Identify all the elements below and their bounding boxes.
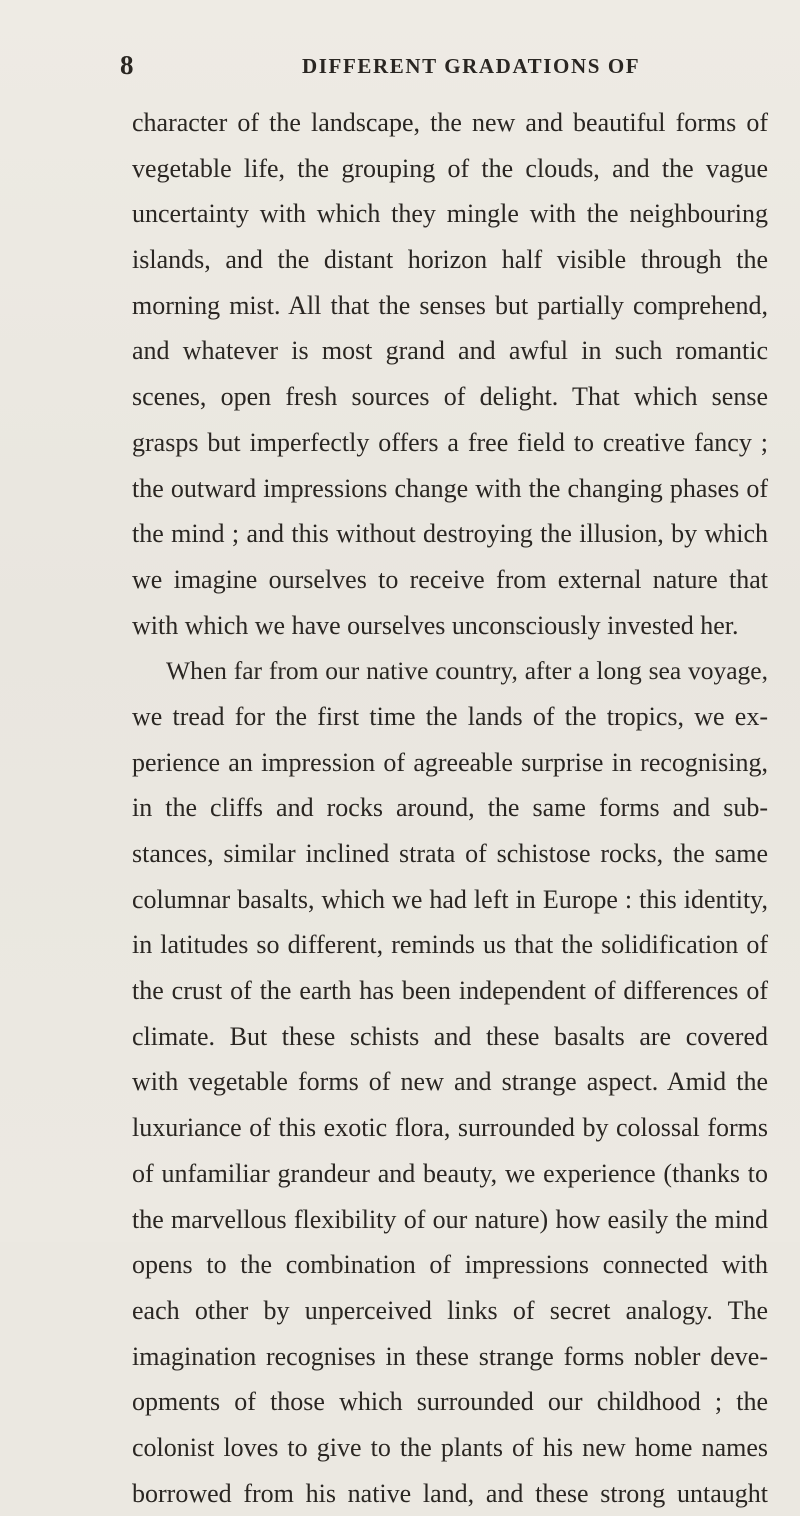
text-line: the marvellous flexibility of our nature) how easily the mind xyxy=(132,1204,768,1234)
running-title: DIFFERENT GRADATIONS OF xyxy=(302,54,641,78)
text-line: scenes, open fresh sources of delight. That which sense xyxy=(132,382,768,412)
text-line: uncertainty with which they mingle with the neighbouring xyxy=(132,199,768,229)
text-line: imagination recognises in these strange forms nobler deve- xyxy=(132,1341,768,1371)
text-line: with vegetable forms of new and strange aspect. Amid the xyxy=(132,1067,768,1097)
text-line: and whatever is most grand and awful in such romantic xyxy=(132,336,768,366)
text-line: stances, similar inclined strata of schistose rocks, the same xyxy=(132,839,768,868)
body-text xyxy=(132,100,768,1516)
text-line: opens to the combination of impressions connected with xyxy=(132,1250,768,1280)
text-line: islands, and the distant horizon half visible through the xyxy=(132,245,768,275)
text-line: opments of those which surrounded our childhood ; the xyxy=(132,1387,768,1417)
text-line: climate. But these schists and these basalts are covered xyxy=(132,1021,768,1051)
text-line: the mind ; and this without destroying the illusion, by which xyxy=(132,519,768,549)
text-line: columnar basalts, which we had left in Europe : this identity, xyxy=(132,884,768,914)
text-line: character of the landscape, the new and beautiful forms of xyxy=(132,108,768,137)
text-line: we imagine ourselves to receive from external nature that xyxy=(132,564,768,594)
page-number: 8 xyxy=(120,50,135,80)
text-line: in latitudes so different, reminds us that the solidification of xyxy=(132,930,768,960)
text-line: vegetable life, the grouping of the clouds, and the vague xyxy=(132,153,768,183)
text-line: each other by unperceived links of secret analogy. The xyxy=(132,1295,768,1325)
text-line: the outward impressions change with the changing phases of xyxy=(132,473,768,503)
running-head xyxy=(0,50,800,90)
text-line: grasps but imperfectly offers a free field to creative fancy ; xyxy=(132,427,768,457)
text-line: perience an impression of agreeable surprise in recognising, xyxy=(132,747,768,777)
text-line: When far from our native country, after a long sea voyage, xyxy=(166,656,768,686)
text-line: of unfamiliar grandeur and beauty, we experience (thanks to xyxy=(132,1158,768,1188)
text-line: we tread for the first time the lands of the tropics, we ex- xyxy=(132,701,768,731)
text-line: in the cliffs and rocks around, the same forms and sub- xyxy=(132,793,768,823)
text-line: luxuriance of this exotic flora, surrounded by colossal forms xyxy=(132,1113,768,1143)
text-line: morning mist. All that the senses but partially comprehend, xyxy=(132,290,768,320)
text-line: the crust of the earth has been independent of differences of xyxy=(132,976,768,1006)
text-line: with which we have ourselves unconsciously invested her. xyxy=(132,610,739,640)
text-line: borrowed from his native land, and these strong untaught xyxy=(132,1478,768,1508)
text-line: colonist loves to give to the plants of his new home names xyxy=(132,1432,768,1462)
